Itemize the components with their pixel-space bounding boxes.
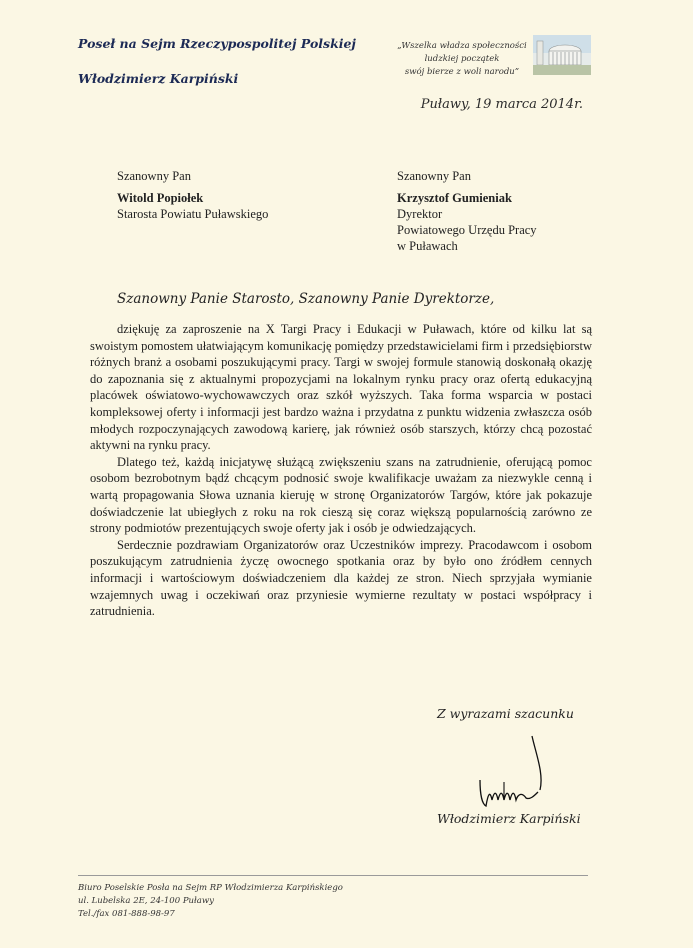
footer-office: Biuro Poselskie Posła na Sejm RP Włodzimierza Karpińskiego xyxy=(78,883,343,893)
recipient-line: w Puławach xyxy=(397,239,458,253)
letterhead xyxy=(78,35,378,88)
recipient-left xyxy=(117,168,337,222)
recipient-salutation: Szanowny Pan xyxy=(117,169,191,183)
footer-address: ul. Lubelska 2E, 24-100 Puławy xyxy=(78,896,214,906)
greeting: Szanowny Panie Starosto, Szanowny Panie Dyrektorze, xyxy=(117,291,495,307)
paragraph: Serdecznie pozdrawiam Organizatorów oraz Uczestników imprezy. Pracodawcom i osobom poszukującym zatrudnienia życzę owocnego spotkania oraz by było ono źródłem cennych informacji i wartościowym doświadczeniem dla każdej ze stron. Niech sprzyjała wymianie wzajemnych uwag i oczekiwań oraz przyniesie wymierne rezultaty w postaci współpracy i zatrudnienia. xyxy=(90,537,592,619)
letter-body xyxy=(90,321,592,620)
footer-divider xyxy=(78,875,588,876)
recipient-right xyxy=(397,168,617,254)
footer xyxy=(78,882,343,921)
recipient-line: Powiatowego Urzędu Pracy xyxy=(397,223,537,237)
letterhead-name: Włodzimierz Karpiński xyxy=(78,71,239,86)
recipient-line: Starosta Powiatu Puławskiego xyxy=(117,207,269,221)
paragraph: Dlatego też, każdą inicjatywę służącą zwiększeniu szans na zatrudnienie, oferującą pomoc osobom bezrobotnym bądź chcącym podnosić swoje kwalifikacje uważam za niezwykle cenną i wartą propagowania Słowa uznania kieruję w stronę Organizatorów Targów, które jak pokazuje doświadczenie lat ubiegłych z roku na rok cieszą się coraz większą popularnością zarówno ze strony podmiotów prezentujących swoje oferty jak i osób je odwiedzających. xyxy=(90,454,592,536)
recipient-name: Krzysztof Gumieniak xyxy=(397,191,512,205)
footer-phone: Tel./fax 081-888-98-97 xyxy=(78,909,175,919)
recipient-name: Witold Popiołek xyxy=(117,191,204,205)
recipient-line: Dyrektor xyxy=(397,207,443,221)
letterhead-quote xyxy=(392,40,532,79)
sejm-building-icon xyxy=(533,35,591,75)
closing: Z wyrazami szacunku xyxy=(437,706,574,721)
signer-name: Włodzimierz Karpiński xyxy=(437,811,581,826)
quote-line: ludzkiej początek xyxy=(424,54,500,64)
quote-line: „Wszelka władza społeczności xyxy=(397,41,527,51)
signature-icon xyxy=(474,734,552,812)
place-date: Puławy, 19 marca 2014r. xyxy=(420,97,583,112)
letterhead-title: Poseł na Sejm Rzeczypospolitej Polskiej xyxy=(78,36,356,51)
paragraph: dziękuję za zaproszenie na X Targi Pracy i Edukacji w Puławach, które od kilku lat są swoistym pomostem ułatwiającym komunikację pomiędzy przedstawicielami firm i przedsiębiorstw różnych branż a osobami poszukującymi pracy. Targi w swojej formule stanowią doskonałą okazję do zapoznania się z aktualnymi propozycjami na lokalnym rynku pracy oraz ofertą edukacyjną placówek oświatowo-wychowawczych oraz szkół wyższych. Taka forma wsparcia w postaci kompleksowej oferty i informacji jest bardzo ważna i przydatna z punktu widzenia zwłaszcza osób młodych rozpoczynających zawodową karierę, jak również osób starszych, którzy chcą pozostać aktywni na rynku pracy. xyxy=(90,322,592,453)
quote-line: swój bierze z woli narodu” xyxy=(404,67,520,77)
recipient-salutation: Szanowny Pan xyxy=(397,169,471,183)
